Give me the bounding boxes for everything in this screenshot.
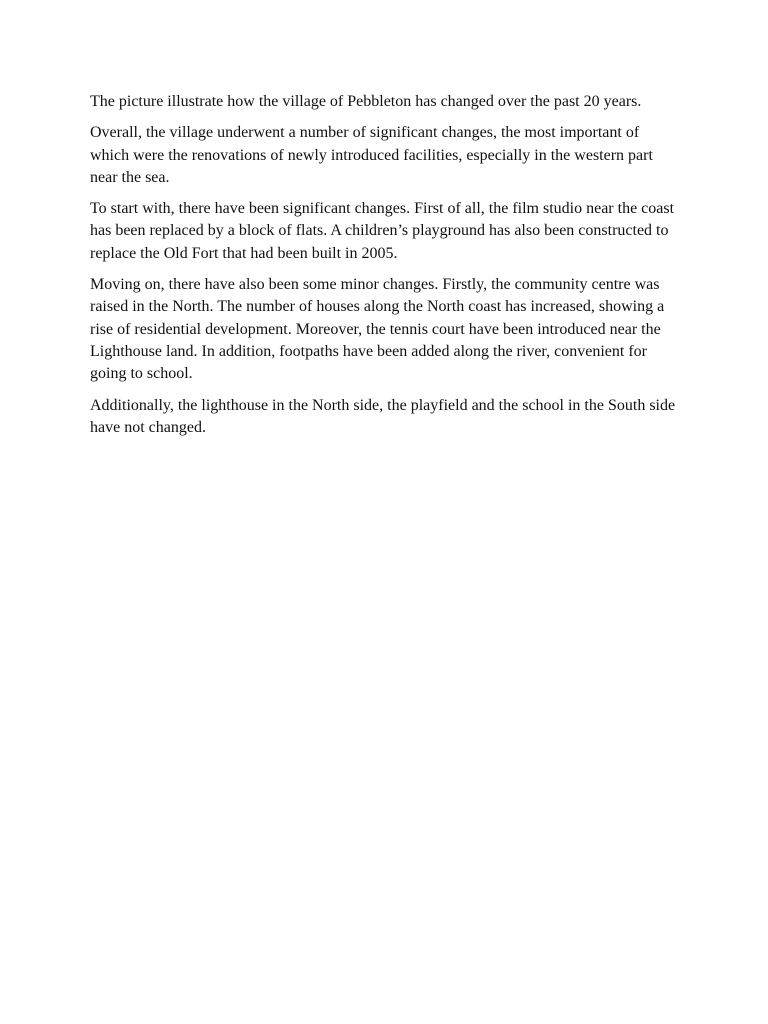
document-body — [90, 91, 680, 439]
paragraph-minor-changes: Moving on, there have also been some minor changes. Firstly, the community centre was raised in the North. The number of houses along the North coast has increased, showing a rise of residential development. Moreover, the tennis court have been introduced near the Lighthouse land. In addition, footpaths have been added along the river, convenient for going to school. — [90, 276, 665, 383]
paragraph-overview: Overall, the village underwent a number of significant changes, the most important of which were the renovations of newly introduced facilities, especially in the western part near the sea. — [90, 124, 653, 186]
paragraph-intro: The picture illustrate how the village of Pebbleton has changed over the past 20 years. — [90, 93, 642, 110]
paragraph-unchanged: Additionally, the lighthouse in the North side, the playfield and the school in the South side have not changed. — [90, 396, 676, 436]
paragraph-major-changes: To start with, there have been significant changes. First of all, the film studio near the coast has been replaced by a block of flats. A children’s playground has also been constructed to replace the Old Fort that had been built in 2005. — [90, 200, 675, 262]
